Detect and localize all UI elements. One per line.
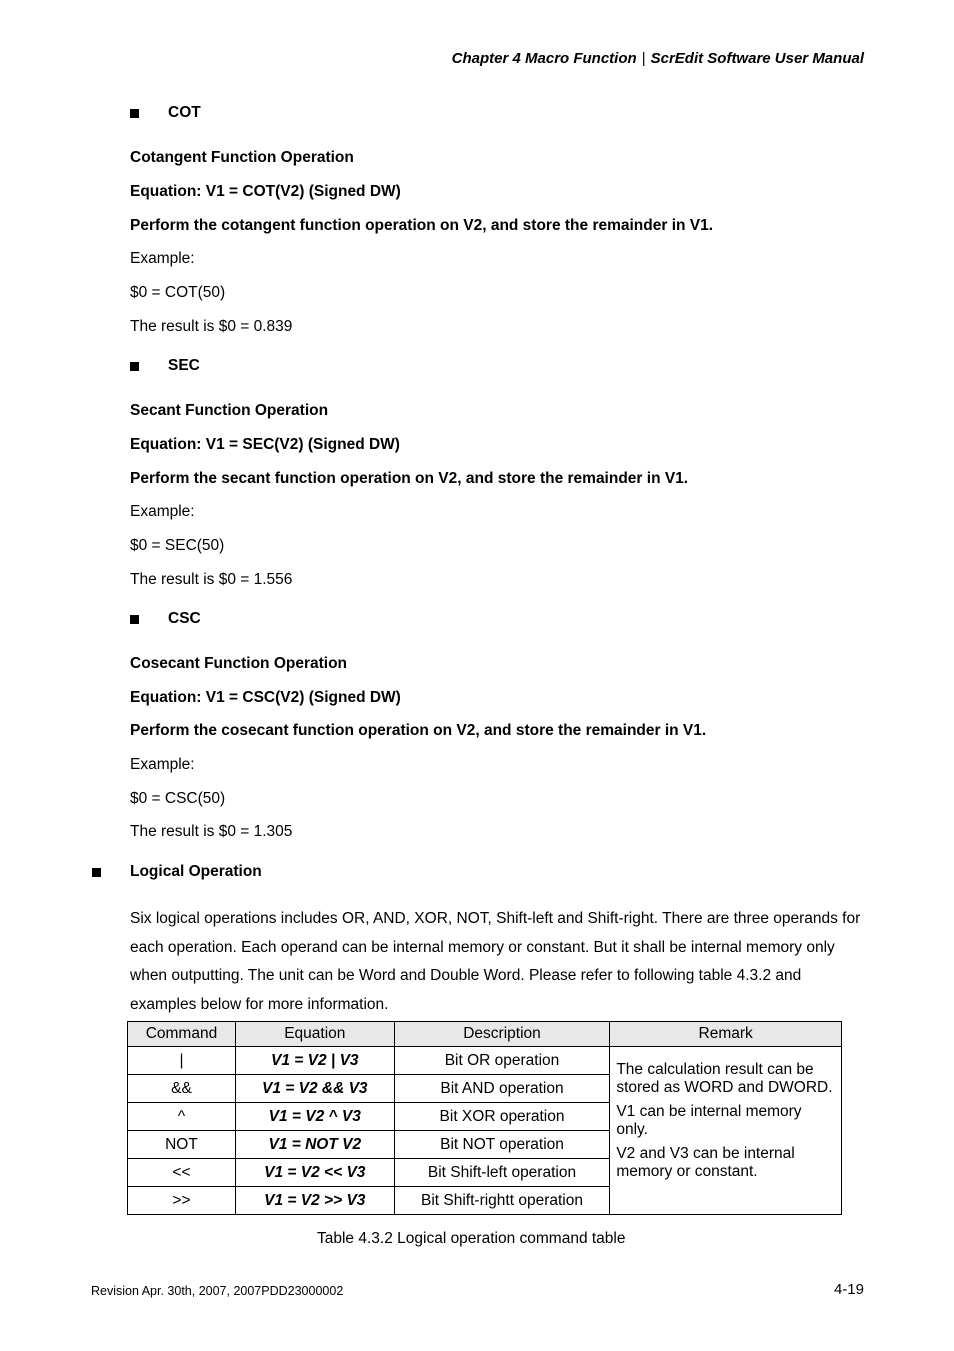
- cell-command: |: [128, 1047, 236, 1075]
- cell-command: <<: [128, 1159, 236, 1187]
- cell-equation: V1 = V2 | V3: [235, 1047, 394, 1075]
- csc-example-label: Example:: [130, 756, 195, 773]
- header-remark: Remark: [610, 1022, 842, 1047]
- cell-equation: V1 = V2 && V3: [235, 1075, 394, 1103]
- cot-result: The result is $0 = 0.839: [130, 318, 293, 335]
- header-description: Description: [394, 1022, 610, 1047]
- cell-description: Bit OR operation: [394, 1047, 610, 1075]
- header-command: Command: [128, 1022, 236, 1047]
- sec-example: $0 = SEC(50): [130, 537, 225, 554]
- remark-line: V1 can be internal memory only.: [616, 1103, 802, 1138]
- cell-equation: V1 = V2 >> V3: [235, 1187, 394, 1215]
- header-separator: |: [641, 50, 646, 67]
- sec-heading: Secant Function Operation: [130, 402, 329, 419]
- logical-paragraph: Six logical operations includes OR, AND, XOR, NOT, Shift-left and Shift-right. There are three operands for each operation. Each operand can be internal memory or constant. But it shall be internal memory only when outputting. The unit can be Word and Double Word. Please refer to following table 4.3.2 and examples below for more information.: [130, 910, 861, 1014]
- cell-equation: V1 = V2 << V3: [235, 1159, 394, 1187]
- csc-example: $0 = CSC(50): [130, 790, 226, 807]
- csc-result: The result is $0 = 1.305: [130, 823, 293, 840]
- cell-equation: V1 = NOT V2: [235, 1131, 394, 1159]
- cot-equation: Equation: V1 = COT(V2) (Signed DW): [130, 183, 401, 200]
- cell-description: Bit NOT operation: [394, 1131, 610, 1159]
- cell-remark: [610, 1047, 842, 1215]
- csc-equation: Equation: V1 = CSC(V2) (Signed DW): [130, 689, 401, 706]
- bullet-icon: [130, 362, 139, 371]
- header-chapter: Chapter 4 Macro Function: [451, 50, 637, 67]
- cell-command: >>: [128, 1187, 236, 1215]
- page-header: [452, 50, 864, 67]
- csc-heading: Cosecant Function Operation: [130, 655, 348, 672]
- cell-command: NOT: [128, 1131, 236, 1159]
- cot-description: Perform the cotangent function operation on V2, and store the remainder in V1.: [130, 217, 714, 234]
- section-title-csc: CSC: [168, 610, 201, 627]
- header-manual-title: ScrEdit Software User Manual: [650, 50, 864, 67]
- cell-command: &&: [128, 1075, 236, 1103]
- cell-equation: V1 = V2 ^ V3: [235, 1103, 394, 1131]
- sec-example-label: Example:: [130, 503, 195, 520]
- bullet-icon: [130, 615, 139, 624]
- table-row: [128, 1047, 842, 1075]
- bullet-icon: [92, 868, 101, 877]
- cot-example-label: Example:: [130, 250, 195, 267]
- bullet-icon: [130, 109, 139, 118]
- section-title-sec: SEC: [168, 357, 200, 374]
- footer-revision: Revision Apr. 30th, 2007, 2007PDD23000002: [91, 1284, 344, 1298]
- header-equation: Equation: [235, 1022, 394, 1047]
- sec-equation: Equation: V1 = SEC(V2) (Signed DW): [130, 436, 400, 453]
- logical-operation-table: [127, 1021, 842, 1215]
- remark-line: V2 and V3 can be internal memory or constant.: [616, 1145, 795, 1180]
- sec-result: The result is $0 = 1.556: [130, 571, 293, 588]
- cot-example: $0 = COT(50): [130, 284, 226, 301]
- table-header-row: [128, 1022, 842, 1047]
- remark-line: The calculation result can be stored as WORD and DWORD.: [616, 1061, 833, 1096]
- section-title-cot: COT: [168, 104, 201, 121]
- cell-description: Bit XOR operation: [394, 1103, 610, 1131]
- cell-description: Bit Shift-rightt operation: [394, 1187, 610, 1215]
- page-number: 4-19: [833, 1281, 864, 1298]
- cell-description: Bit Shift-left operation: [394, 1159, 610, 1187]
- section-title-logical: Logical Operation: [130, 863, 262, 880]
- cell-command: ^: [128, 1103, 236, 1131]
- csc-description: Perform the cosecant function operation on V2, and store the remainder in V1.: [130, 722, 707, 739]
- table-caption: Table 4.3.2 Logical operation command table: [317, 1230, 626, 1247]
- cell-description: Bit AND operation: [394, 1075, 610, 1103]
- sec-description: Perform the secant function operation on V2, and store the remainder in V1.: [130, 470, 689, 487]
- cot-heading: Cotangent Function Operation: [130, 149, 354, 166]
